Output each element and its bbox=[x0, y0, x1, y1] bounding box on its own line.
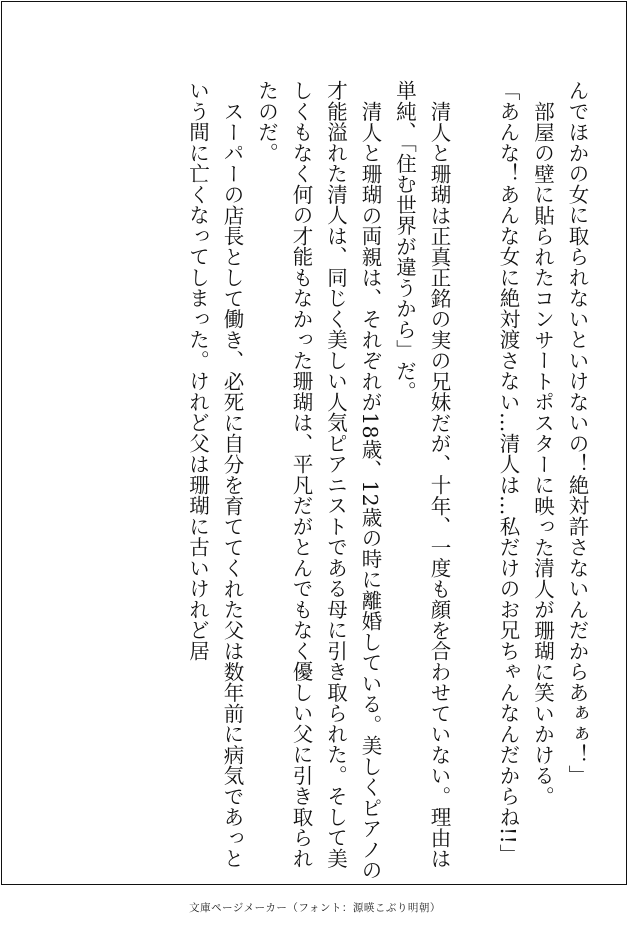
page-frame bbox=[1, 1, 627, 885]
paragraph-1: んでほかの女に取られないといけないの！絶対許さないんだからあぁぁ！」 bbox=[565, 80, 589, 786]
paragraph-6: スーパーの店長として働き、必死に自分を育ててくれた父は数年前に病気であっという間に亡くなってしまった。けれど父は珊瑚に古いけれど居 bbox=[185, 80, 244, 869]
paragraph-5: 清人と珊瑚の両親は、それぞれが18歳、12歳の時に離婚している。美しくピアノの才能溢れた清人は、同じく美しい人気ピアニストである母に引き取られた。そして美しくもなく何の才能もなかった珊瑚は、平凡だがとんでもなく優しい父に引き取られたのだ。 bbox=[254, 80, 382, 880]
blank-line bbox=[456, 80, 491, 880]
footer-credit: 文庫ページメーカー（フォント：源暎こぶり明朝） bbox=[189, 902, 441, 914]
novel-text bbox=[180, 80, 594, 880]
paragraph-4: 清人と珊瑚は正真正銘の実の兄妹だが、十年、一度も顔を合わせていない。理由は単純、「住む世界が違うから」だ。 bbox=[392, 80, 451, 869]
paragraph-3: 「あんな！あんな女に絶対渡さない…清人は…私だけのお兄ちゃんなんだからね!!」 bbox=[496, 80, 520, 865]
paragraph-2: 部屋の壁に貼られたコンサートポスターに映った清人が珊瑚に笑いかける。 bbox=[530, 100, 555, 806]
